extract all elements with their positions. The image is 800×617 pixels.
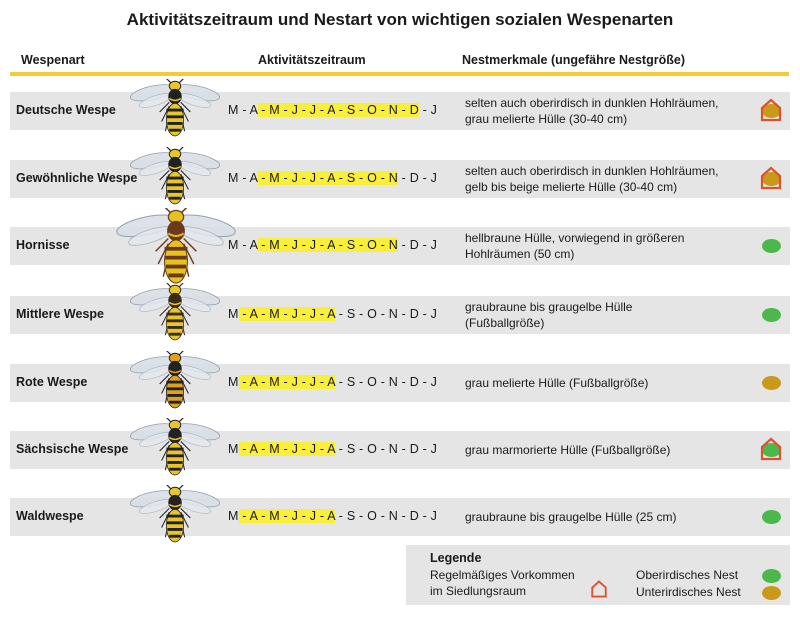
month-label: J: [309, 171, 317, 185]
month-separator: -: [335, 442, 347, 456]
wasp-icon: [127, 147, 223, 211]
month-separator: -: [397, 307, 410, 321]
month-label: J: [430, 509, 438, 523]
month-separator: -: [397, 509, 410, 523]
month-label: N: [388, 509, 398, 523]
legend-title: Legende: [430, 551, 482, 565]
month-label: A: [327, 171, 336, 185]
month-label: A: [249, 375, 258, 389]
nest-line1: grau marmorierte Hülle (Fußballgröße): [465, 443, 671, 457]
month-label: J: [309, 238, 317, 252]
month-label: J: [309, 103, 317, 117]
month-separator: -: [397, 375, 410, 389]
month-label: O: [367, 509, 378, 523]
month-separator: -: [279, 375, 292, 389]
month-separator: -: [279, 238, 292, 252]
month-label: O: [367, 442, 378, 456]
month-label: A: [327, 442, 336, 456]
activity-months: [228, 509, 437, 523]
month-separator: -: [257, 103, 270, 117]
month-separator: -: [257, 238, 270, 252]
month-separator: -: [397, 442, 410, 456]
month-separator: -: [298, 442, 310, 456]
month-label: M: [228, 509, 239, 523]
month-label: D: [409, 442, 419, 456]
month-label: M: [269, 103, 280, 117]
month-separator: -: [377, 171, 389, 185]
month-separator: -: [279, 171, 292, 185]
header-activity: Aktivitätszeitraum: [258, 53, 366, 67]
month-separator: -: [316, 442, 328, 456]
nest-description: [465, 230, 755, 262]
month-label: M: [269, 171, 280, 185]
month-separator: -: [316, 171, 328, 185]
month-separator: -: [316, 103, 328, 117]
month-label: J: [430, 307, 438, 321]
month-separator: -: [377, 103, 389, 117]
month-separator: -: [377, 375, 389, 389]
month-label: M: [228, 375, 239, 389]
month-separator: -: [377, 307, 389, 321]
month-separator: -: [298, 238, 310, 252]
species-name: Waldwespe: [16, 509, 84, 523]
month-label: S: [346, 375, 356, 389]
nest-line1: selten auch oberirdisch in dunklen Hohlräumen,: [465, 96, 719, 110]
wasp-icon: [127, 485, 223, 549]
month-label: J: [430, 442, 438, 456]
nest-line1: graubraune bis graugelbe Hülle: [465, 300, 633, 314]
aboveground-nest-icon: [762, 510, 781, 524]
month-label: J: [309, 375, 317, 389]
month-label: J: [291, 103, 299, 117]
month-separator: -: [238, 171, 250, 185]
legend-below-label: Unterirdisches Nest: [636, 585, 741, 599]
month-label: S: [346, 171, 356, 185]
month-label: J: [291, 307, 299, 321]
nest-line2: gelb bis beige melierte Hülle (30-40 cm): [465, 180, 678, 194]
month-label: J: [291, 375, 299, 389]
legend-above-dot-icon: [762, 569, 781, 583]
nest-line2: (Fußballgröße): [465, 316, 545, 330]
nest-description: [465, 509, 755, 525]
nest-line1: hellbraune Hülle, vorwiegend in größeren: [465, 231, 685, 245]
page-title: Aktivitätszeitraum und Nestart von wichtigen sozialen Wespenarten: [126, 10, 674, 29]
month-separator: -: [418, 238, 431, 252]
month-label: N: [388, 375, 398, 389]
month-separator: -: [279, 509, 292, 523]
month-label: S: [346, 238, 356, 252]
month-separator: -: [418, 375, 431, 389]
month-label: A: [249, 238, 258, 252]
month-label: A: [327, 509, 336, 523]
wasp-icon: [127, 351, 223, 415]
legend-below-dot-icon: [762, 586, 781, 600]
header-species: Wespenart: [21, 53, 85, 67]
settlement-house-icon: [759, 166, 783, 190]
nest-description: [465, 299, 755, 331]
month-separator: -: [335, 103, 347, 117]
month-label: A: [249, 307, 258, 321]
nest-line1: selten auch oberirdisch in dunklen Hohlräumen,: [465, 164, 719, 178]
month-label: M: [228, 307, 239, 321]
month-label: N: [388, 307, 398, 321]
month-separator: -: [298, 375, 310, 389]
month-label: A: [249, 509, 258, 523]
month-label: J: [430, 103, 438, 117]
month-separator: -: [335, 238, 347, 252]
header-divider: [10, 72, 789, 76]
activity-months: [228, 375, 437, 389]
month-label: M: [269, 375, 280, 389]
month-label: A: [327, 307, 336, 321]
month-label: J: [430, 171, 438, 185]
species-name: Rote Wespe: [16, 375, 88, 389]
month-separator: -: [257, 171, 270, 185]
month-separator: -: [316, 307, 328, 321]
month-label: D: [409, 171, 419, 185]
month-separator: -: [335, 509, 347, 523]
month-label: A: [327, 375, 336, 389]
activity-months: [228, 238, 437, 252]
month-label: O: [367, 307, 378, 321]
aboveground-nest-icon: [762, 308, 781, 322]
month-separator: -: [298, 103, 310, 117]
month-label: O: [367, 238, 378, 252]
month-separator: -: [355, 375, 368, 389]
aboveground-nest-icon: [762, 239, 781, 253]
month-label: N: [388, 103, 398, 117]
activity-months: [228, 171, 437, 185]
month-label: M: [228, 442, 239, 456]
activity-months: [228, 103, 437, 117]
species-name: Gewöhnliche Wespe: [16, 171, 138, 185]
month-separator: -: [335, 307, 347, 321]
month-label: D: [409, 238, 419, 252]
month-label: J: [309, 509, 317, 523]
month-label: J: [430, 238, 438, 252]
month-separator: -: [238, 103, 250, 117]
month-separator: -: [257, 307, 270, 321]
month-separator: -: [316, 509, 328, 523]
wasp-icon: [127, 418, 223, 482]
month-separator: -: [377, 238, 389, 252]
nest-description: [465, 95, 755, 127]
species-name: Mittlere Wespe: [16, 307, 104, 321]
month-label: M: [228, 171, 239, 185]
month-separator: -: [238, 375, 250, 389]
nest-description: [465, 163, 755, 195]
nest-line1: graubraune bis graugelbe Hülle (25 cm): [465, 510, 677, 524]
month-separator: -: [257, 509, 270, 523]
month-separator: -: [279, 103, 292, 117]
nest-line2: grau melierte Hülle (30-40 cm): [465, 112, 628, 126]
month-separator: -: [238, 238, 250, 252]
month-separator: -: [355, 509, 368, 523]
month-label: S: [346, 103, 356, 117]
month-separator: -: [316, 375, 328, 389]
month-label: O: [367, 375, 378, 389]
legend-settlement-label: [430, 567, 575, 599]
legend-above-label: Oberirdisches Nest: [636, 568, 739, 582]
month-separator: -: [238, 307, 250, 321]
month-label: A: [327, 238, 336, 252]
month-label: M: [269, 307, 280, 321]
legend-settlement-line2: im Siedlungsraum: [430, 584, 527, 598]
month-label: O: [367, 171, 378, 185]
month-label: A: [249, 442, 258, 456]
month-separator: -: [355, 103, 368, 117]
month-separator: -: [397, 103, 410, 117]
month-label: J: [291, 171, 299, 185]
wasp-icon: [111, 208, 241, 292]
month-separator: -: [355, 442, 368, 456]
month-label: M: [228, 238, 239, 252]
month-label: N: [388, 442, 398, 456]
month-separator: -: [418, 509, 431, 523]
month-label: A: [249, 171, 258, 185]
settlement-house-icon: [590, 580, 608, 598]
month-separator: -: [377, 509, 389, 523]
month-separator: -: [335, 171, 347, 185]
month-label: J: [309, 307, 317, 321]
month-label: D: [409, 307, 419, 321]
month-label: J: [291, 509, 299, 523]
month-separator: -: [355, 307, 368, 321]
month-separator: -: [418, 442, 431, 456]
underground-nest-icon: [762, 376, 781, 390]
month-label: N: [388, 238, 398, 252]
month-label: M: [269, 442, 280, 456]
month-label: M: [269, 238, 280, 252]
month-label: S: [346, 509, 356, 523]
month-separator: -: [335, 375, 347, 389]
nest-description: [465, 442, 755, 458]
settlement-house-icon: [759, 437, 783, 461]
month-label: A: [327, 103, 336, 117]
settlement-house-icon: [759, 98, 783, 122]
month-separator: -: [316, 238, 328, 252]
month-separator: -: [257, 442, 270, 456]
month-label: N: [388, 171, 398, 185]
month-separator: -: [279, 307, 292, 321]
nest-line1: grau melierte Hülle (Fußballgröße): [465, 376, 649, 390]
month-label: M: [269, 509, 280, 523]
month-separator: -: [279, 442, 292, 456]
month-label: J: [291, 238, 299, 252]
legend-settlement-line1: Regelmäßiges Vorkommen: [430, 568, 575, 582]
month-separator: -: [418, 103, 431, 117]
month-separator: -: [418, 171, 431, 185]
wasp-icon: [127, 283, 223, 347]
month-separator: -: [397, 238, 410, 252]
species-name: Sächsische Wespe: [16, 442, 129, 456]
month-label: O: [367, 103, 378, 117]
activity-months: [228, 442, 437, 456]
month-label: S: [346, 442, 356, 456]
month-separator: -: [298, 171, 310, 185]
header-nest: Nestmerkmale (ungefähre Nestgröße): [462, 53, 685, 67]
wasp-icon: [127, 79, 223, 143]
month-label: M: [228, 103, 239, 117]
month-separator: -: [355, 171, 368, 185]
species-name: Hornisse: [16, 238, 70, 252]
month-label: D: [409, 509, 419, 523]
legend-box: [406, 545, 790, 605]
month-label: A: [249, 103, 258, 117]
activity-months: [228, 307, 437, 321]
month-separator: -: [298, 307, 310, 321]
month-separator: -: [397, 171, 410, 185]
month-label: S: [346, 307, 356, 321]
month-label: J: [309, 442, 317, 456]
month-separator: -: [377, 442, 389, 456]
species-name: Deutsche Wespe: [16, 103, 116, 117]
month-label: D: [409, 375, 419, 389]
month-separator: -: [298, 509, 310, 523]
month-separator: -: [238, 509, 250, 523]
month-label: J: [430, 375, 438, 389]
month-separator: -: [355, 238, 368, 252]
month-separator: -: [418, 307, 431, 321]
month-separator: -: [257, 375, 270, 389]
month-label: J: [291, 442, 299, 456]
month-separator: -: [238, 442, 250, 456]
month-label: D: [409, 103, 419, 117]
nest-line2: Hohlräumen (50 cm): [465, 247, 575, 261]
nest-description: [465, 375, 755, 391]
